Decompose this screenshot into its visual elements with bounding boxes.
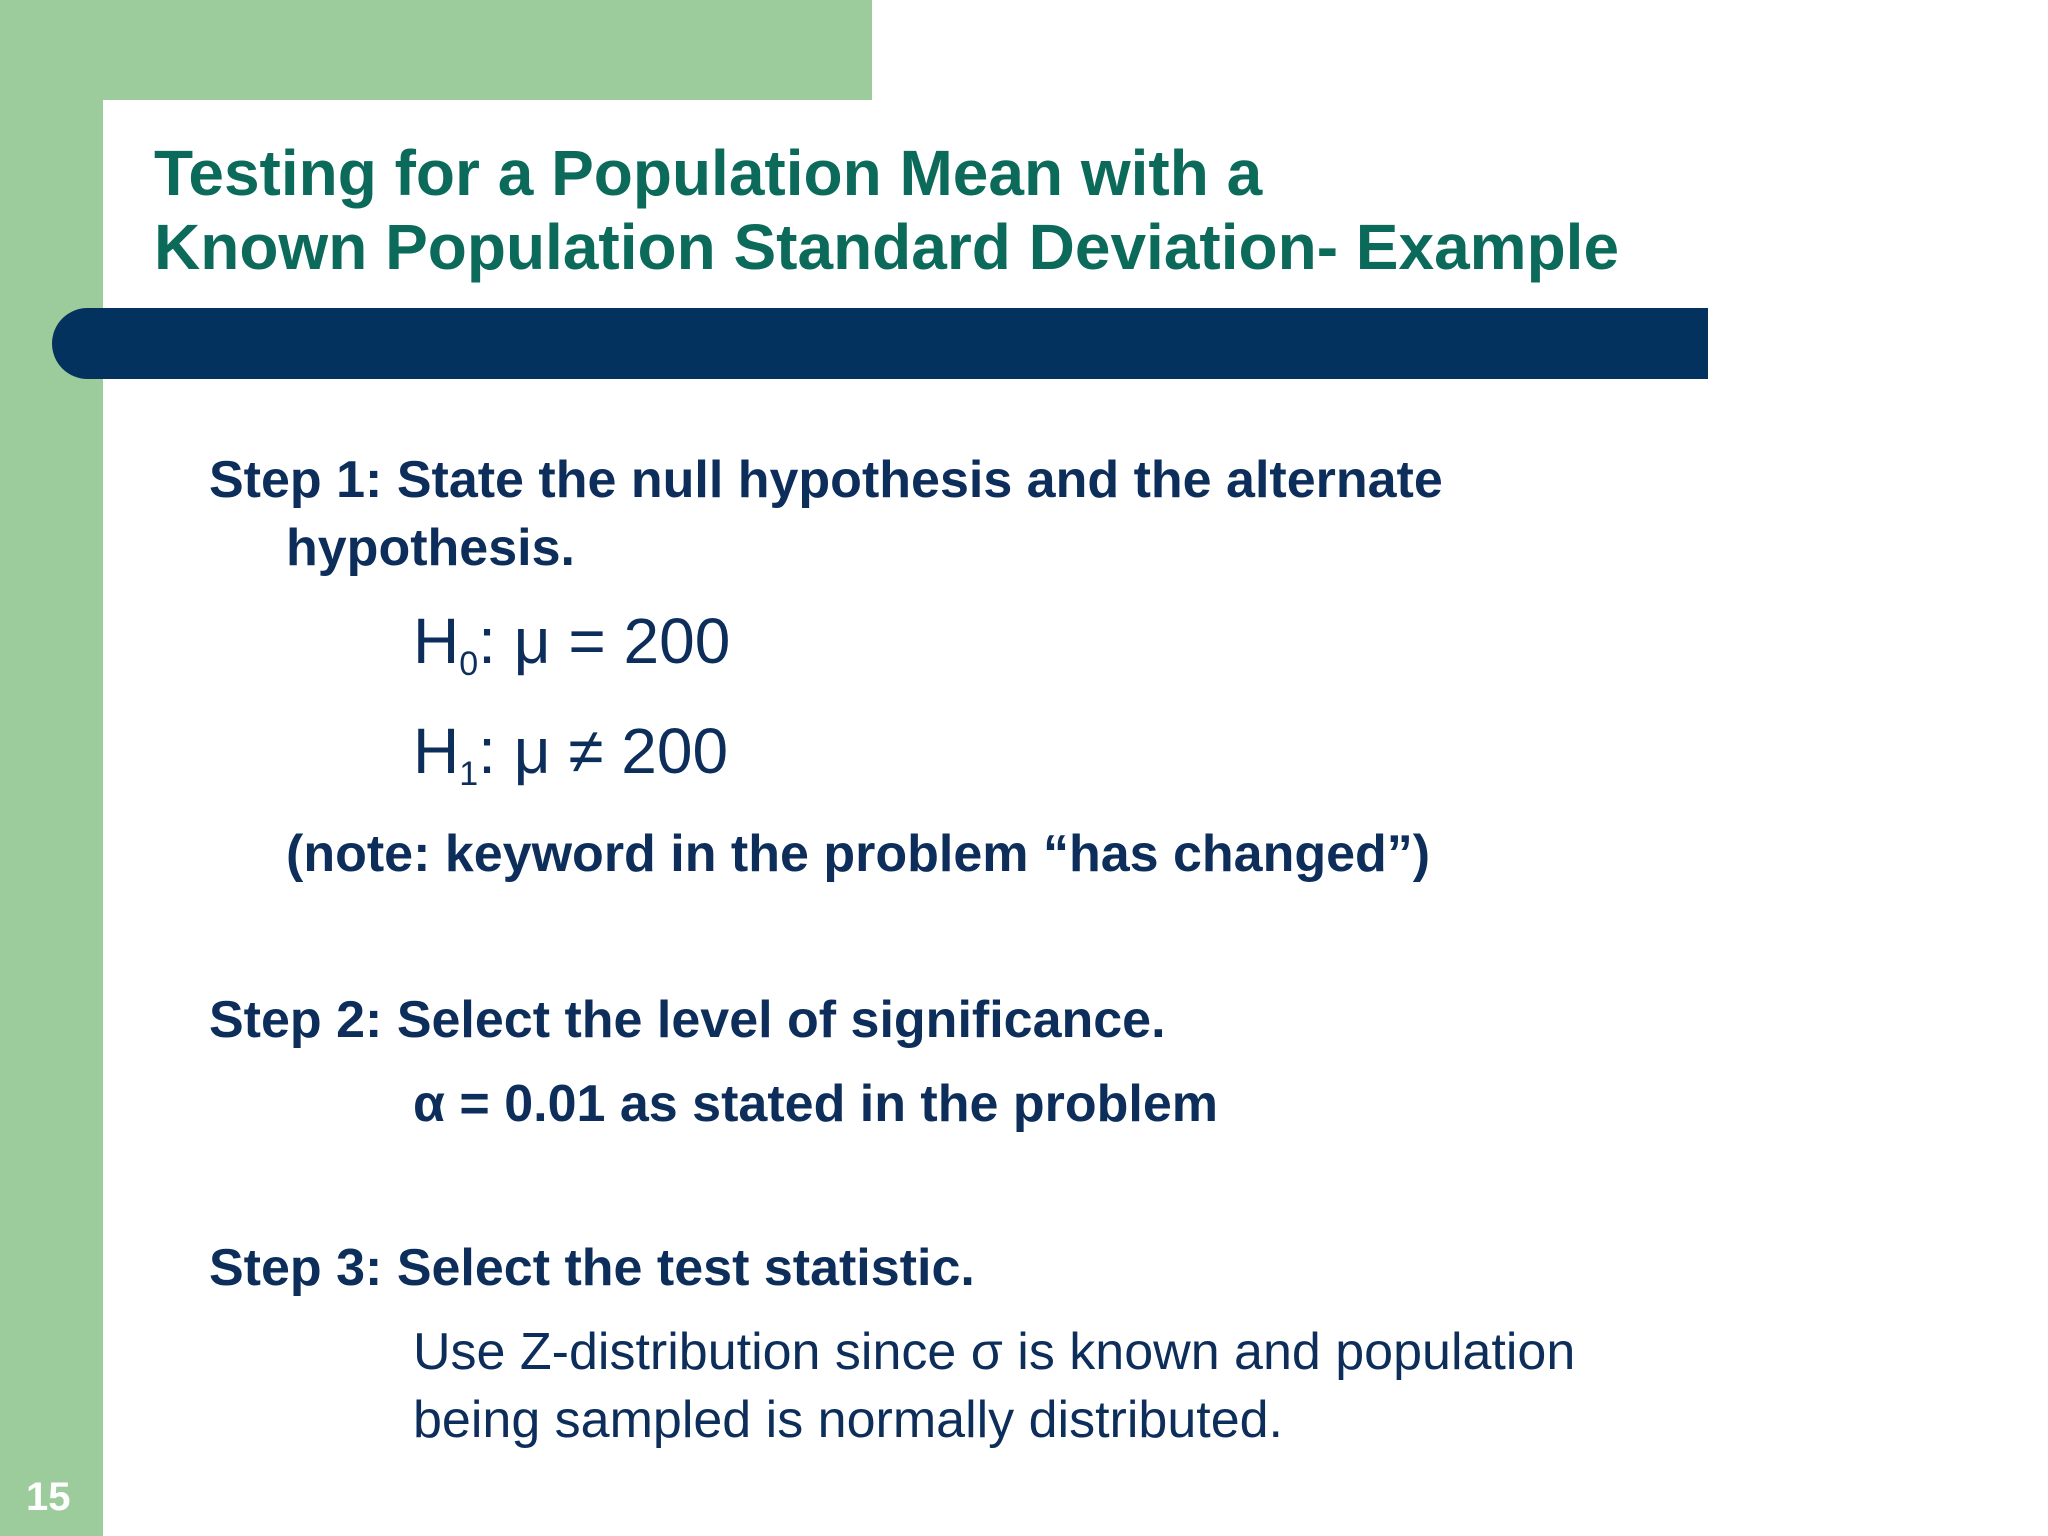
page-number: 15 [26, 1475, 71, 1519]
alternate-hypothesis-subscript: 1 [459, 755, 479, 793]
step2-heading: Step 2: Select the level of significance. [209, 991, 1166, 1049]
slide-title-line-1: Testing for a Population Mean with a [154, 137, 1263, 209]
left-green-band [0, 0, 103, 1536]
alternate-hypothesis [413, 714, 729, 793]
slide-title [154, 136, 1619, 284]
null-hypothesis-subscript: 0 [459, 645, 479, 683]
null-hypothesis-h: H [413, 605, 460, 677]
step3-heading: Step 3: Select the test statistic. [209, 1239, 975, 1297]
alternate-hypothesis-expression: : μ ≠ 200 [478, 715, 729, 787]
step3-detail-line-2: being sampled is normally distributed. [413, 1391, 1283, 1449]
top-green-band [0, 0, 872, 100]
step3-detail-line-1: Use Z-distribution since σ is known and population [413, 1323, 1576, 1381]
alternate-hypothesis-h: H [413, 715, 460, 787]
null-hypothesis [413, 604, 731, 683]
slide-title-line-2: Known Population Standard Deviation- Example [154, 211, 1620, 283]
step1-note: (note: keyword in the problem “has changed”) [286, 825, 1431, 883]
step1-heading: Step 1: State the null hypothesis and the alternate [209, 451, 1443, 509]
null-hypothesis-expression: : μ = 200 [478, 605, 731, 677]
step2-detail: α = 0.01 as stated in the problem [413, 1075, 1219, 1133]
step1-heading-continued: hypothesis. [286, 519, 575, 577]
title-underline-bar [52, 308, 1708, 379]
